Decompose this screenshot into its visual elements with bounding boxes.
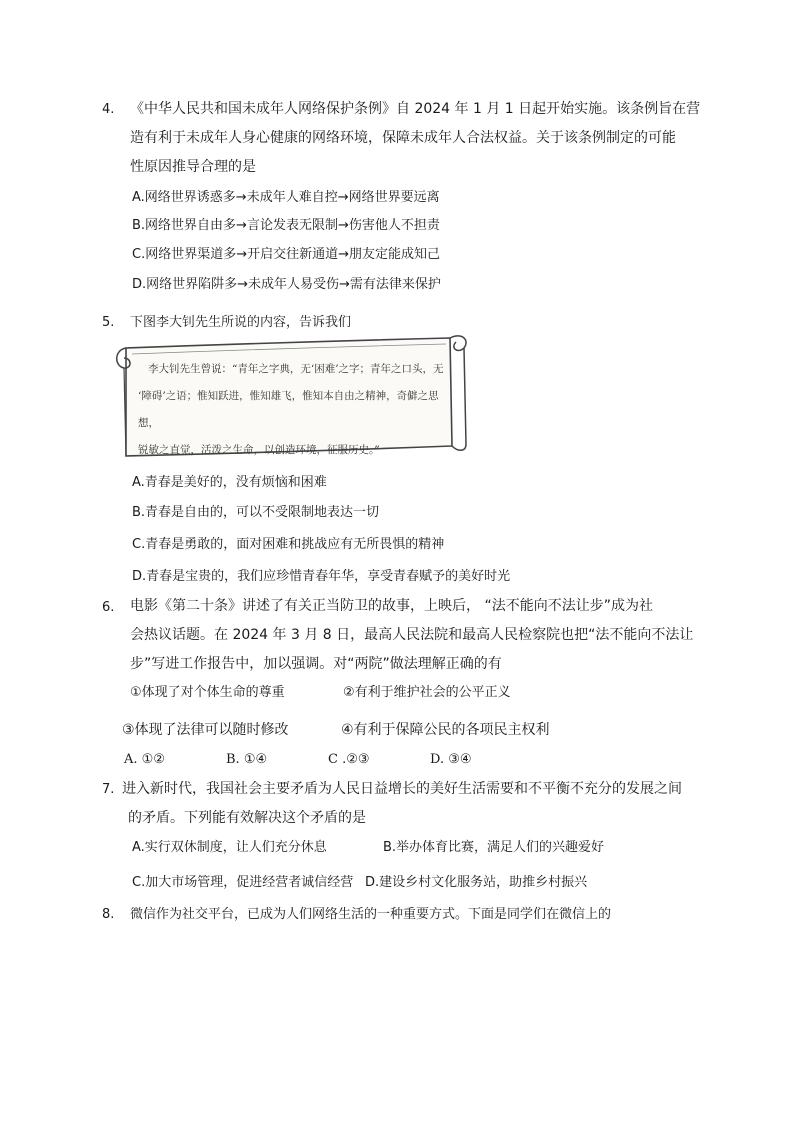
option-a[interactable]: A.网络世界诱惑多→未成年人难自控→网络世界要远离 [132, 190, 440, 205]
option-b[interactable]: B.网络世界自由多→言论发表无限制→伤害他人不担责 [132, 218, 440, 233]
option-b[interactable]: B. ①④ [226, 752, 268, 767]
quote-line: ‘障碍’之语；惟知跃进，惟知雄飞，惟知本自由之精神，奇僻之思想， [138, 390, 439, 429]
option-c[interactable]: C .②③ [328, 752, 370, 767]
option-d[interactable]: D. ③④ [430, 752, 472, 767]
option-a[interactable]: A.实行双休制度，让人们充分休息 [132, 840, 327, 855]
question-stem-line: 步”写进工作报告中，加以强调。对“两院”做法理解正确的有 [130, 656, 502, 672]
quote-scroll-image [112, 326, 474, 460]
question-number: 6. [102, 600, 115, 615]
question-number: 7. [102, 782, 115, 797]
option-d[interactable]: D.青春是宝贵的，我们应珍惜青春年华，享受青春赋予的美好时光 [132, 569, 511, 584]
quote-text [138, 356, 448, 464]
statement-4: ④有利于保障公民的各项民主权利 [341, 722, 550, 738]
quote-line: 锐敏之直觉，活泼之生命，以创造环境，征服历史。” [138, 444, 380, 456]
question-number: 5. [102, 315, 115, 330]
question-stem-line: 性原因推导合理的是 [130, 159, 256, 175]
statement-1: ①体现了对个体生命的尊重 [130, 685, 285, 700]
question-stem-line: 电影《第二十条》讲述了有关正当防卫的故事，上映后， “法不能向不法让步”成为社 [130, 598, 653, 614]
option-d[interactable]: D.网络世界陷阱多→未成年人易受伤→需有法律来保护 [132, 277, 441, 292]
question-stem-line: 会热议话题。在 2024 年 3 月 8 日，最高人民法院和最高人民检察院也把“法不能向不法让 [130, 627, 694, 643]
option-b[interactable]: B.青春是自由的，可以不受限制地表达一切 [132, 505, 380, 520]
question-number: 4. [102, 102, 115, 117]
option-a[interactable]: A. ①② [124, 752, 165, 767]
statement-3: ③体现了法律可以随时修改 [122, 722, 289, 738]
statement-2: ②有利于维护社会的公平正义 [343, 685, 511, 700]
option-c[interactable]: C.网络世界渠道多→开启交往新通道→朋友定能成知己 [132, 247, 440, 262]
question-stem-line: 进入新时代，我国社会主要矛盾为人民日益增长的美好生活需要和不平衡不充分的发展之间 [122, 781, 682, 797]
question-stem: 下图李大钊先生所说的内容，告诉我们 [130, 315, 352, 330]
question-stem: 微信作为社交平台，已成为人们网络生活的一种重要方式。下面是同学们在微信上的 [130, 907, 612, 922]
option-b[interactable]: B.举办体育比赛，满足人们的兴趣爱好 [383, 840, 605, 855]
quote-line: 李大钊先生曾说：“青年之字典，无‘困难’之字；青年之口头，无 [148, 363, 444, 375]
option-a[interactable]: A.青春是美好的，没有烦恼和困难 [132, 475, 327, 490]
option-d[interactable]: D.建设乡村文化服务站，助推乡村振兴 [365, 875, 588, 890]
question-stem-line: 的矛盾。下列能有效解决这个矛盾的是 [128, 810, 366, 826]
question-stem-line: 造有利于未成年人身心健康的网络环境，保障未成年人合法权益。关于该条例制定的可能 [130, 130, 676, 146]
question-number: 8. [102, 907, 115, 922]
option-c[interactable]: C.加大市场管理，促进经营者诚信经营 [132, 875, 354, 890]
option-c[interactable]: C.青春是勇敢的，面对困难和挑战应有无所畏惧的精神 [132, 537, 445, 552]
question-stem-line: 《中华人民共和国未成年人网络保护条例》自 2024 年 1 月 1 日起开始实施。该条例旨在营 [130, 101, 701, 117]
